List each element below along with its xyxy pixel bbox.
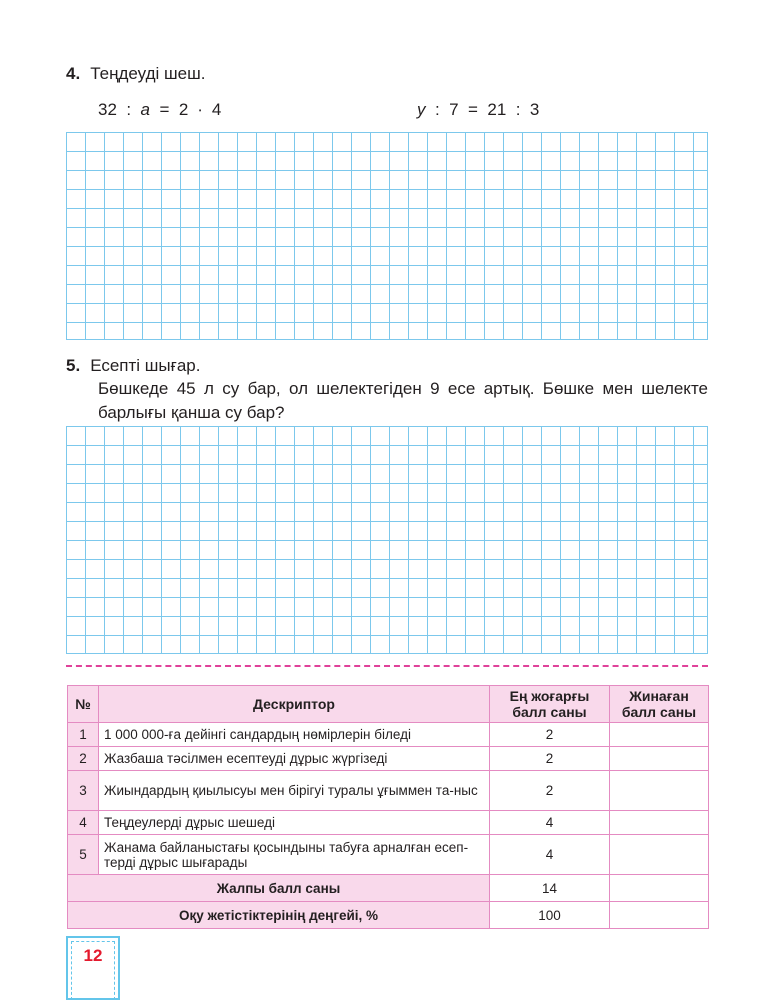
equation-right: y : 7 = 21 : 3 xyxy=(417,100,540,119)
variable-a: a xyxy=(140,100,150,119)
task-5-title: Есепті шығар. xyxy=(90,356,201,375)
task-5-problem-text: Бөшкеде 45 л су бар, ол шелектегіден 9 есе артық. Бөшке мен шелекте барлығы қанша су бар? xyxy=(98,379,708,422)
table-row: 3 Жиындардың қиылысуы мен бірігуі туралы ұғыммен та-ныс 2 xyxy=(68,771,709,811)
table-row: 2 Жазбаша тәсілмен есептеуді дұрыс жүргізеді 2 xyxy=(68,747,709,771)
header-num: № xyxy=(68,686,99,723)
earned-score-cell[interactable] xyxy=(610,771,709,811)
page-number: 12 xyxy=(83,946,103,965)
rubric-header-row xyxy=(68,686,709,723)
variable-y: y xyxy=(417,100,426,119)
header-max-score: Ең жоғарғы балл саны xyxy=(490,686,610,723)
total-score-row xyxy=(68,875,709,902)
total-earned-cell[interactable] xyxy=(610,875,709,902)
table-row: 4 Теңдеулерді дұрыс шешеді 4 xyxy=(68,811,709,835)
task-5-heading xyxy=(66,356,200,376)
assessment-rubric-table xyxy=(67,685,709,929)
header-descriptor: Дескриптор xyxy=(99,686,490,723)
achievement-level-row xyxy=(68,902,709,929)
task-5-number: 5. xyxy=(66,356,81,375)
header-earned-score: Жинаған балл саны xyxy=(610,686,709,723)
level-earned-cell[interactable] xyxy=(610,902,709,929)
earned-score-cell[interactable] xyxy=(610,835,709,875)
dashed-divider xyxy=(66,665,708,667)
answer-grid-task-5[interactable] xyxy=(66,426,708,654)
task-4-heading xyxy=(66,64,205,84)
equation-left: 32 : a = 2 ∙ 4 xyxy=(98,100,222,119)
table-row: 5 Жанама байланыстағы қосындыны табуға арналған есеп-терді дұрыс шығарады 4 xyxy=(68,835,709,875)
total-label: Жалпы балл саны xyxy=(68,875,490,902)
task-4-title: Теңдеуді шеш. xyxy=(90,64,206,83)
earned-score-cell[interactable] xyxy=(610,723,709,747)
task-4-number: 4. xyxy=(66,64,81,83)
page-number-box xyxy=(66,936,120,1000)
level-label: Оқу жетістіктерінің деңгейі, % xyxy=(68,902,490,929)
earned-score-cell[interactable] xyxy=(610,811,709,835)
level-value: 100 xyxy=(490,902,610,929)
total-value: 14 xyxy=(490,875,610,902)
answer-grid-task-4[interactable] xyxy=(66,132,708,340)
table-row: 1 1 000 000-ға дейінгі сандардың нөмірлерін біледі 2 xyxy=(68,723,709,747)
earned-score-cell[interactable] xyxy=(610,747,709,771)
